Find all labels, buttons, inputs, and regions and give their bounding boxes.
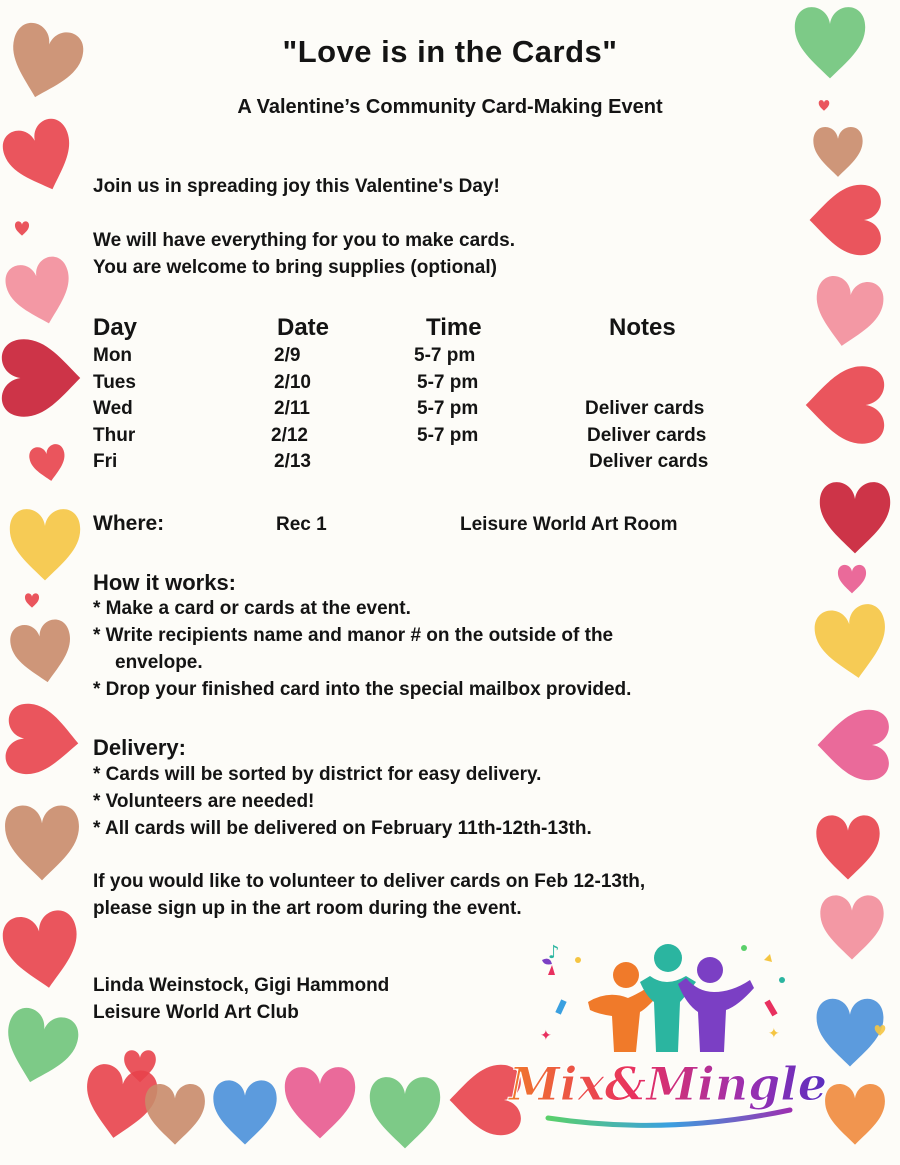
how-item: * Write recipients name and manor # on the outside of the xyxy=(93,625,614,646)
heart-decoration xyxy=(818,710,889,780)
page-subtitle: A Valentine’s Community Card-Making Event xyxy=(237,96,663,118)
how-it-works-heading: How it works: xyxy=(93,570,237,595)
svg-text:♪: ♪ xyxy=(548,942,560,963)
heart-decoration xyxy=(8,617,77,687)
heart-decoration xyxy=(820,482,890,553)
heart-decoration xyxy=(0,908,85,995)
heart-decoration xyxy=(0,114,84,201)
row-time: 5-7 pm xyxy=(414,345,476,366)
row-date: 2/9 xyxy=(274,345,301,366)
svg-text:✦: ✦ xyxy=(768,1026,780,1042)
mix-and-mingle-logo xyxy=(508,930,828,1135)
row-notes: Deliver cards xyxy=(589,451,709,472)
row-day: Mon xyxy=(93,345,133,366)
row-date: 2/10 xyxy=(274,372,311,393)
delivery-item: * All cards will be delivered on February 11th-12th-13th. xyxy=(93,818,592,839)
col-header-notes: Notes xyxy=(609,314,676,341)
delivery-heading: Delivery: xyxy=(93,735,186,760)
heart-decoration xyxy=(813,127,862,177)
delivery-item: * Cards will be sorted by district for easy delivery. xyxy=(93,764,542,785)
heart-decoration xyxy=(812,602,894,684)
row-notes: Deliver cards xyxy=(585,398,705,419)
heart-decoration xyxy=(825,1084,885,1145)
logo-text: Mix&Mingle xyxy=(508,1057,828,1111)
svg-text:✦: ✦ xyxy=(540,1028,552,1044)
row-day: Fri xyxy=(93,451,118,472)
row-notes: Deliver cards xyxy=(587,425,707,446)
row-day: Thur xyxy=(93,425,136,446)
col-header-date: Date xyxy=(277,314,330,341)
intro-line-1: Join us in spreading joy this Valentine's Day! xyxy=(93,176,500,197)
how-item: * Drop your finished card into the special mailbox provided. xyxy=(93,679,632,700)
volunteer-line-2: please sign up in the art room during the event. xyxy=(93,898,522,919)
intro-line-2: We will have everything for you to make cards. xyxy=(93,230,516,251)
heart-decoration xyxy=(4,702,81,778)
page-title: "Love is in the Cards" xyxy=(282,34,618,69)
row-date: 2/13 xyxy=(274,451,311,472)
heart-decoration xyxy=(15,221,29,235)
heart-decoration xyxy=(0,1004,83,1091)
col-header-day: Day xyxy=(93,314,138,341)
volunteer-line-1: If you would like to volunteer to deliver cards on Feb 12-13th, xyxy=(93,871,646,892)
heart-decoration xyxy=(5,805,79,880)
heart-decoration xyxy=(2,339,80,416)
row-date: 2/11 xyxy=(274,398,310,419)
where-place: Leisure World Art Room xyxy=(460,514,678,535)
heart-decoration xyxy=(820,895,883,959)
row-date: 2/12 xyxy=(271,425,308,446)
row-time: 5-7 pm xyxy=(417,425,479,446)
heart-decoration xyxy=(809,273,887,351)
heart-decoration xyxy=(838,565,866,594)
heart-decoration xyxy=(145,1084,205,1145)
heart-decoration xyxy=(370,1077,440,1148)
signature-names: Linda Weinstock, Gigi Hammond xyxy=(93,975,390,996)
heart-decoration xyxy=(28,443,69,484)
where-room: Rec 1 xyxy=(276,514,327,535)
delivery-item: * Volunteers are needed! xyxy=(93,791,315,812)
signature-club: Leisure World Art Club xyxy=(93,1002,299,1023)
heart-decoration xyxy=(2,253,80,331)
heart-decoration xyxy=(213,1080,276,1144)
row-time: 5-7 pm xyxy=(417,398,479,419)
heart-decoration xyxy=(816,815,879,879)
where-label: Where: xyxy=(93,512,165,535)
row-time: 5-7 pm xyxy=(417,372,479,393)
col-header-time: Time xyxy=(426,314,482,341)
how-item: * Make a card or cards at the event. xyxy=(93,598,411,619)
row-day: Wed xyxy=(93,398,133,419)
heart-decoration xyxy=(285,1067,355,1138)
heart-decoration xyxy=(806,366,884,443)
heart-decoration xyxy=(25,593,39,607)
heart-decoration xyxy=(10,509,80,580)
intro-line-3: You are welcome to bring supplies (optional) xyxy=(93,257,497,278)
heart-decoration xyxy=(810,185,881,255)
how-item: envelope. xyxy=(115,652,203,673)
row-day: Tues xyxy=(93,372,136,393)
